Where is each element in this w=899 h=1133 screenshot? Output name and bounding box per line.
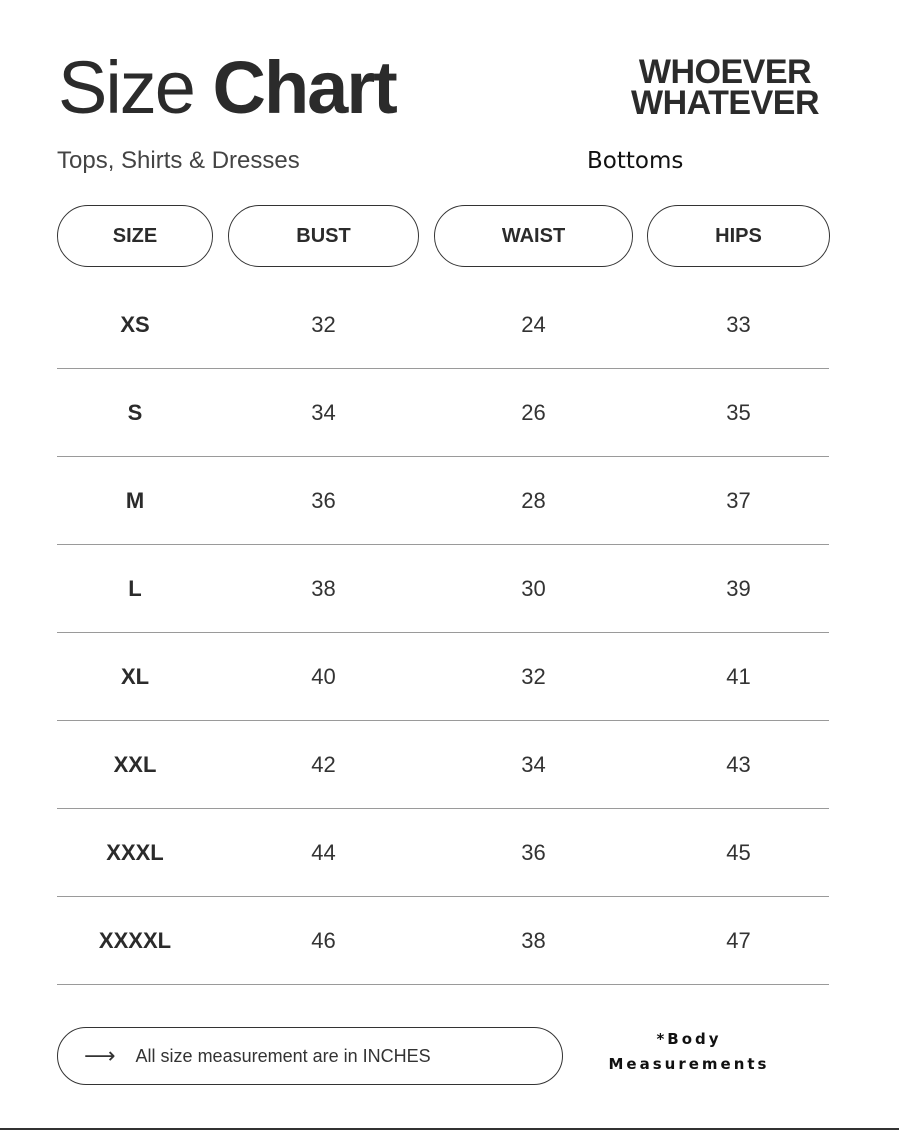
cell-hips: 47 (726, 928, 751, 953)
column-header-size: SIZE (57, 205, 213, 267)
cell-waist: 32 (521, 664, 546, 689)
table-row (57, 721, 829, 809)
body-measurements-label (590, 1027, 788, 1077)
cell-size: XXXL (106, 840, 164, 865)
cell-hips: 33 (726, 312, 751, 337)
cell-waist: 36 (521, 840, 546, 865)
cell-size: XXL (113, 752, 157, 777)
cell-size: XL (120, 664, 150, 689)
table-row (57, 281, 829, 369)
cell-size: XXXXL (98, 928, 172, 953)
cell-bust: 32 (311, 312, 336, 337)
cell-waist: 38 (521, 928, 546, 953)
cell-hips: 37 (726, 488, 751, 513)
table-row (57, 457, 829, 545)
column-header-hips: HIPS (647, 205, 830, 267)
cell-waist: 34 (521, 752, 546, 777)
body-measurements-line-1: *Body (656, 1030, 722, 1048)
column-header-bust: BUST (228, 205, 419, 267)
size-table (57, 281, 829, 985)
cell-bust: 46 (311, 928, 336, 953)
cell-size: M (125, 488, 145, 513)
subtitle-tops: Tops, Shirts & Dresses (57, 147, 300, 174)
brand-logo (620, 53, 830, 122)
cell-hips: 39 (726, 576, 751, 601)
cell-waist: 30 (521, 576, 546, 601)
cell-hips: 43 (726, 752, 751, 777)
brand-line-2: WHATEVER (630, 84, 820, 122)
cell-waist: 28 (521, 488, 546, 513)
cell-hips: 45 (726, 840, 751, 865)
cell-size: XS (120, 312, 150, 337)
cell-hips: 41 (726, 664, 751, 689)
title-bold: Chart (212, 46, 396, 129)
table-row (57, 369, 829, 457)
table-row (57, 545, 829, 633)
page-title (58, 48, 396, 128)
cell-bust: 40 (311, 664, 336, 689)
cell-size: L (128, 576, 142, 601)
table-row (57, 897, 829, 985)
cell-bust: 34 (311, 400, 336, 425)
cell-hips: 35 (726, 400, 751, 425)
units-note-text: All size measurement are in INCHES (135, 1045, 431, 1066)
cell-bust: 44 (311, 840, 336, 865)
cell-size: S (127, 400, 143, 425)
body-measurements-line-2: Measurements (608, 1055, 770, 1073)
bottom-divider (0, 1128, 899, 1130)
cell-bust: 42 (311, 752, 336, 777)
table-row (57, 633, 829, 721)
arrow-right-icon: ⟶ (84, 1043, 116, 1069)
cell-waist: 24 (521, 312, 546, 337)
column-header-waist: WAIST (434, 205, 633, 267)
cell-waist: 26 (521, 400, 546, 425)
title-light: Size (58, 46, 194, 129)
table-row (57, 809, 829, 897)
brand-line-1: WHOEVER (638, 53, 812, 91)
cell-bust: 36 (311, 488, 336, 513)
subtitle-bottoms: Bottoms (587, 148, 684, 174)
units-note (57, 1027, 563, 1085)
cell-bust: 38 (311, 576, 336, 601)
